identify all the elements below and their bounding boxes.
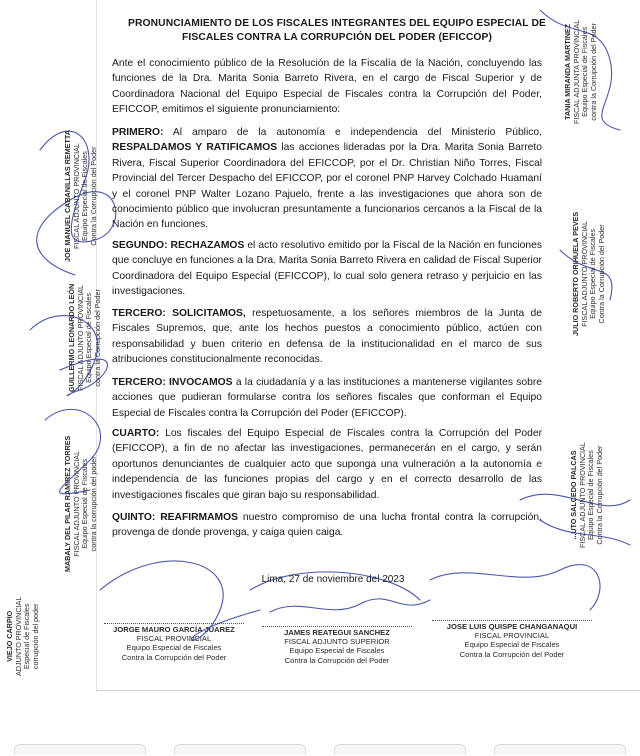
paragraph-pre: Los fiscales del Equipo Especial de Fiscales contra la Corrupción del Poder (EFICCOP), a fin de no afectar las investigaciones, permanecerán en el cargo, y serán oportunos denunciantes de cualquier acto que suponga una vulneración a la autonomía e independencia de las funciones propias del cargo y en el correcto desarrollo de las investigaciones fiscales que giran bajo su responsabilidad. [112, 428, 542, 501]
stamp-unit: contra la Corrupción del Poder [92, 289, 102, 387]
stamp-unit: Equipo Especial de Fiscales [80, 458, 90, 549]
signer-role: FISCAL PROVINCIAL [474, 631, 550, 641]
intro-paragraph [112, 56, 542, 118]
paragraph-tercero-invocamos [112, 375, 542, 421]
side-stamp [564, 20, 598, 124]
signature-scribble [430, 565, 600, 610]
signer-name: JAMES REATEGUI SANCHEZ [262, 626, 412, 637]
paragraph-pre: Al amparo de la autonomía e independencia del Ministerio Público, [163, 127, 542, 138]
side-stamp [572, 212, 606, 336]
signature-stamp [432, 620, 592, 659]
side-stamp [570, 442, 604, 548]
paragraph-post: nuestro compromiso de una lucha frontal contra la corrupción, provenga de donde provenga, y caiga quien caiga. [112, 512, 542, 539]
stamp-unit: Contra la Corrupción del Poder [88, 146, 98, 246]
stamp-unit: corrupción del poder [30, 603, 40, 670]
stamp-name: TANIA MIRANDA MARTINEZ [563, 23, 572, 120]
stamp-name: GUILLERMO LEONARDO LEÓN [67, 283, 76, 392]
page-thumbnail[interactable] [14, 744, 146, 755]
side-stamp [64, 436, 98, 572]
signer-unit: Equipo Especial de Fiscales [289, 646, 385, 656]
paragraph-post: a la ciudadanía y a las instituciones a mantenerse vigilantes sobre acciones que pudieran formularse contra los señores fiscales que conforman el Equipo Especial de Fiscales contra la Corrupción del Poder (EFICCOP). [112, 377, 542, 419]
stamp-unit: Contra la Corrupción del Poder [594, 445, 604, 545]
page-thumbnail[interactable] [494, 744, 626, 755]
paragraph-quinto [112, 510, 542, 541]
stamp-name: VIEJO CARPIO [5, 610, 14, 662]
paragraph-lead: QUINTO: [112, 512, 156, 523]
scan-bottom-line [96, 690, 640, 691]
stamp-unit: Contra la Corrupción del Poder [596, 224, 606, 324]
paragraph-bold: RECHAZAMOS [170, 240, 245, 251]
signer-unit: Contra la Corrupción del Poder [459, 649, 565, 659]
signer-unit: Contra la Corrupción del Poder [284, 655, 390, 665]
stamp-role: FISCAL ADJUNTO PROVINCIAL [75, 284, 85, 391]
signer-unit: Equipo Especial de Fiscales [126, 643, 222, 653]
paragraph-bold: RESPALDAMOS Y RATIFICAMOS [112, 142, 278, 154]
stamp-name: JULIO ROBERTO ORIHUELA PEVES [571, 211, 580, 336]
paragraph-post: respetuosamente, a los señores miembros de la Junta de Fiscales Supremos, que, ante los hechos puestos a conocimiento público, actúen con responsabilidad y buen criterio en defensa de la institucionalidad en el marco de sus atribuciones constitucionalmente reconocidas. [112, 308, 542, 366]
paragraph-post: el acto resolutivo emitido por la Fiscal de la Nación en funciones que concluye en funciones a la Dra. Marita Sonia Barreto Rivera en calidad de Fiscal Superior Coordinadora del Equipo Especial (EFICCOP), lo cual solo genera retraso y perjuicio en las investigaciones. [112, 240, 542, 298]
signature-stamp [104, 623, 244, 662]
paragraph-bold: REAFIRMAMOS [160, 512, 238, 523]
signer-role: FISCAL ADJUNTO SUPERIOR [284, 637, 390, 647]
stamp-role: FISCAL ADJUNTO PROVINCIAL [577, 442, 587, 548]
paragraph-segundo [112, 238, 542, 300]
signer-unit: Contra la Corrupción del Poder [121, 652, 227, 662]
stamp-role: FISCAL ADJUNTO PROVINCIAL [71, 450, 81, 557]
signature-stamp [262, 626, 412, 665]
stamp-unit: Especial de Fiscales [22, 603, 32, 670]
paragraph-lead: TERCERO: [112, 377, 166, 388]
signer-unit: Equipo Especial de Fiscales [464, 640, 560, 650]
stamp-unit: Equipo Especial de Fiscales [580, 26, 590, 117]
document-date: Lima, 27 de noviembre del 2023 [261, 574, 405, 585]
paragraph-bold: INVOCAMOS [169, 377, 233, 388]
stamp-unit: contra la Corrupción del Poder [588, 23, 598, 121]
paragraph-tercero-solicitamos [112, 306, 542, 368]
stamp-name: ...UTO SALCEDO PALCAS [569, 450, 578, 540]
thumbnail-strip [0, 744, 640, 756]
paragraph-cuarto [112, 426, 542, 503]
side-stamp [64, 130, 98, 262]
paragraph-lead: SEGUNDO: [112, 240, 168, 251]
side-stamp [68, 284, 102, 392]
stamp-role: FISCAL ADJUNTO PROVINCIAL [71, 143, 81, 249]
page-thumbnail[interactable] [174, 744, 306, 755]
signer-name: JOSE LUIS QUISPE CHANGANAQUI [432, 620, 592, 631]
signer-role: FISCAL PROVINCIAL [136, 634, 212, 644]
paragraph-primero [112, 125, 542, 233]
stamp-role: FISCAL ADJUNTO PROVINCIAL [579, 220, 589, 327]
intro-text: Ante el conocimiento público de la Resolución de la Fiscalía de la Nación, concluyendo las funciones de la Dra. Marita Sonia Barreto Rivera, en el cargo de Fiscal Superior y de Coordinadora Nacional del Equipo Especial de Fiscales contra la Corrupción del Poder, EFICCOP, emitimos el siguiente pronunciamiento: [112, 58, 542, 116]
stamp-role: FISCAL ADJUNTA PROVINCIAL [571, 19, 581, 124]
document-title: PRONUNCIAMIENTO DE LOS FISCALES INTEGRANTES DEL EQUIPO ESPECIAL DE FISCALES CONTRA LA CORRUPCIÓN DEL PODER (EFICCOP) [128, 18, 546, 43]
stamp-unit: Equipo Especial de Fiscales [588, 228, 598, 319]
signer-name: JORGE MAURO GARCÍA JUAREZ [104, 623, 244, 634]
stamp-unit: Equipo Especial de Fiscales [586, 450, 596, 541]
stamp-unit: Equipo Especial de Fiscales [84, 292, 94, 383]
stamp-name: MABALY DEL PILAR RAMIREZ TORRES [63, 435, 72, 572]
stamp-unit: contra la corrupción del poder [88, 456, 98, 552]
side-stamp [6, 597, 40, 676]
page-thumbnail[interactable] [334, 744, 466, 755]
paragraph-lead: PRIMERO: [112, 127, 164, 138]
paragraph-lead: TERCERO: [112, 308, 166, 319]
stamp-name: JOE MANUEL CABANILLAS REMETTA [63, 130, 72, 262]
paragraph-post: las acciones lideradas por la Dra. Marita Sonia Barreto Rivera, Fiscal Superior Coordinadora del EFICCOP, por el Dr. Christian Niño Torres, Fiscal Provincial del Tercer Despacho del EFICCOP, por el coronel PNP Harvey Colchado Huamaní y el coronel PNP Walter Lozano Pajuelo, frente a las investigaciones que ahora son de conocimiento público que involucran presuntamente a funcionarios cercanos a la Fiscal de la Nación en funciones. [112, 142, 543, 231]
paragraph-lead: CUARTO: [112, 428, 160, 439]
paragraph-bold: SOLICITAMOS, [172, 308, 246, 319]
stamp-unit: Equipo Especial de Fiscales [80, 151, 90, 241]
stamp-role: ADJUNTO PROVINCIAL [13, 596, 23, 676]
